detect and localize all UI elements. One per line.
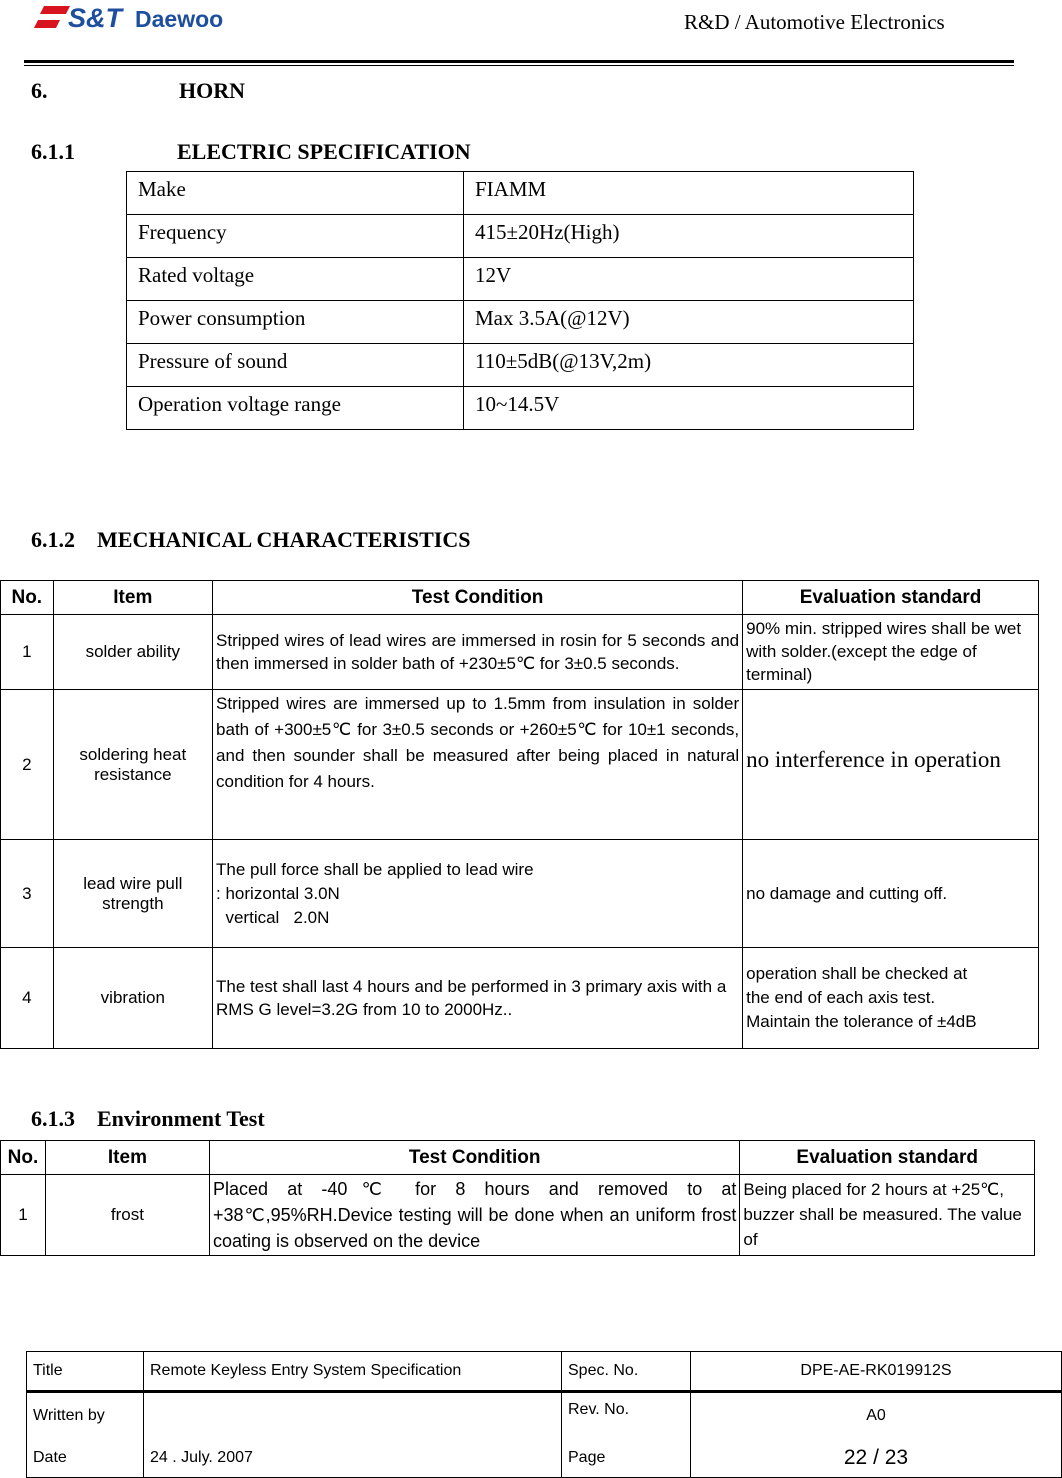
spec-value: 10~14.5V: [464, 387, 914, 430]
spec-value: 12V: [464, 258, 914, 301]
table-row: [127, 387, 914, 430]
subsection-title-electric: ELECTRIC SPECIFICATION: [177, 139, 471, 164]
row-eval: Being placed for 2 hours at +25℃, buzzer shall be measured. The value of: [740, 1175, 1035, 1256]
table-row: [127, 344, 914, 387]
test-line: vertical 2.0N: [216, 907, 330, 927]
svg-text:S&T: S&T: [68, 3, 122, 33]
header-rule: [24, 60, 1014, 63]
spec-value: 110±5dB(@13V,2m): [464, 344, 914, 387]
row-no: 2: [1, 690, 54, 840]
subsection-number-environment: 6.1.3: [31, 1106, 75, 1131]
footer-written-label: Written by: [27, 1392, 144, 1440]
eval-line: operation shall be checked at: [746, 964, 968, 983]
footer-row: [27, 1392, 1062, 1440]
row-test: Stripped wires are immersed up to 1.5mm from insulation in solder bath of +300±5℃ for 3±0.5 seconds or +260±5℃ for 10±1 seconds, and then sounder shall be measured after being placed in natural condition for 4 hours.: [213, 690, 743, 840]
col-header-test: Test Condition: [213, 581, 743, 615]
table-row: [1, 615, 1039, 690]
eval-line: the end of each axis test.: [746, 988, 936, 1007]
department-label: R&D / Automotive Electronics: [684, 10, 945, 34]
footer-date-label: Date: [27, 1439, 144, 1478]
test-line: : horizontal 3.0N: [216, 883, 340, 903]
table-row: [127, 301, 914, 344]
row-eval: 90% min. stripped wires shall be wet with solder.(except the edge of terminal): [743, 615, 1039, 690]
row-item: vibration: [53, 948, 212, 1049]
row-no: 3: [1, 840, 54, 948]
table-row: [1, 948, 1039, 1049]
test-line: The pull force shall be applied to lead wire: [216, 859, 534, 879]
table-row: [127, 215, 914, 258]
row-item: solder ability: [53, 615, 212, 690]
subsection-title-environment: Environment Test: [97, 1106, 265, 1131]
row-no: 4: [1, 948, 54, 1049]
col-header-eval: Evaluation standard: [743, 581, 1039, 615]
eval-line: Maintain the tolerance of ±4dB: [746, 1012, 977, 1031]
footer-page-label: Page: [562, 1439, 691, 1478]
footer-rev-value: A0: [691, 1392, 1062, 1440]
subsection-title-mechanical: MECHANICAL CHARACTERISTICS: [97, 527, 471, 552]
footer-row: [27, 1352, 1062, 1392]
header-rule-thin: [24, 65, 1014, 66]
row-eval: no damage and cutting off.: [743, 840, 1039, 948]
col-header-test: Test Condition: [209, 1141, 739, 1175]
spec-value: 415±20Hz(High): [464, 215, 914, 258]
section-title: HORN: [179, 78, 245, 103]
row-eval: [743, 948, 1039, 1049]
footer-date-value: 24 . July. 2007: [144, 1439, 562, 1478]
mechanical-table: [0, 580, 1039, 1049]
spec-key: Operation voltage range: [127, 387, 464, 430]
row-item: soldering heat resistance: [53, 690, 212, 840]
section-number: 6.: [31, 78, 48, 103]
spec-key: Power consumption: [127, 301, 464, 344]
row-item: frost: [45, 1175, 209, 1256]
spec-value: FIAMM: [464, 172, 914, 215]
table-row: [1, 690, 1039, 840]
row-item: lead wire pull strength: [53, 840, 212, 948]
footer-title-value: Remote Keyless Entry System Specification: [144, 1352, 562, 1392]
col-header-item: Item: [45, 1141, 209, 1175]
footer-row: [27, 1439, 1062, 1478]
spec-value: Max 3.5A(@12V): [464, 301, 914, 344]
document-footer: [26, 1351, 1062, 1478]
table-row: [1, 1175, 1035, 1256]
footer-rev-label: Rev. No.: [562, 1392, 691, 1440]
row-test: The test shall last 4 hours and be performed in 3 primary axis with a RMS G level=3.2G from 10 to 2000Hz..: [213, 948, 743, 1049]
col-header-item: Item: [53, 581, 212, 615]
table-row: [1, 840, 1039, 948]
row-test: Placed at -40℃ for 8 hours and removed to at +38℃,95%RH.Device testing will be done when an uniform frost coating is observed on the device: [209, 1175, 739, 1256]
row-eval: no interference in operation: [743, 690, 1039, 840]
row-no: 1: [1, 615, 54, 690]
row-test: [213, 840, 743, 948]
col-header-no: No.: [1, 581, 54, 615]
col-header-eval: Evaluation standard: [740, 1141, 1035, 1175]
spec-key: Rated voltage: [127, 258, 464, 301]
table-row: [127, 258, 914, 301]
company-logo: [30, 0, 230, 36]
table-header-row: [1, 581, 1039, 615]
row-no: 1: [1, 1175, 46, 1256]
spec-key: Make: [127, 172, 464, 215]
footer-page-value: 22 / 23: [691, 1439, 1062, 1478]
col-header-no: No.: [1, 1141, 46, 1175]
svg-text:Daewoo: Daewoo: [135, 6, 224, 32]
footer-spec-label: Spec. No.: [562, 1352, 691, 1392]
footer-written-value: [144, 1392, 562, 1440]
footer-spec-value: DPE-AE-RK019912S: [691, 1352, 1062, 1392]
subsection-number-electric: 6.1.1: [31, 139, 75, 164]
subsection-number-mechanical: 6.1.2: [31, 527, 75, 552]
row-test: Stripped wires of lead wires are immersed in rosin for 5 seconds and then immersed in solder bath of +230±5℃ for 3±0.5 seconds.: [213, 615, 743, 690]
spec-key: Frequency: [127, 215, 464, 258]
table-header-row: [1, 1141, 1035, 1175]
environment-table: [0, 1140, 1035, 1256]
table-row: [127, 172, 914, 215]
spec-key: Pressure of sound: [127, 344, 464, 387]
footer-title-label: Title: [27, 1352, 144, 1392]
electric-spec-table: [126, 171, 914, 430]
